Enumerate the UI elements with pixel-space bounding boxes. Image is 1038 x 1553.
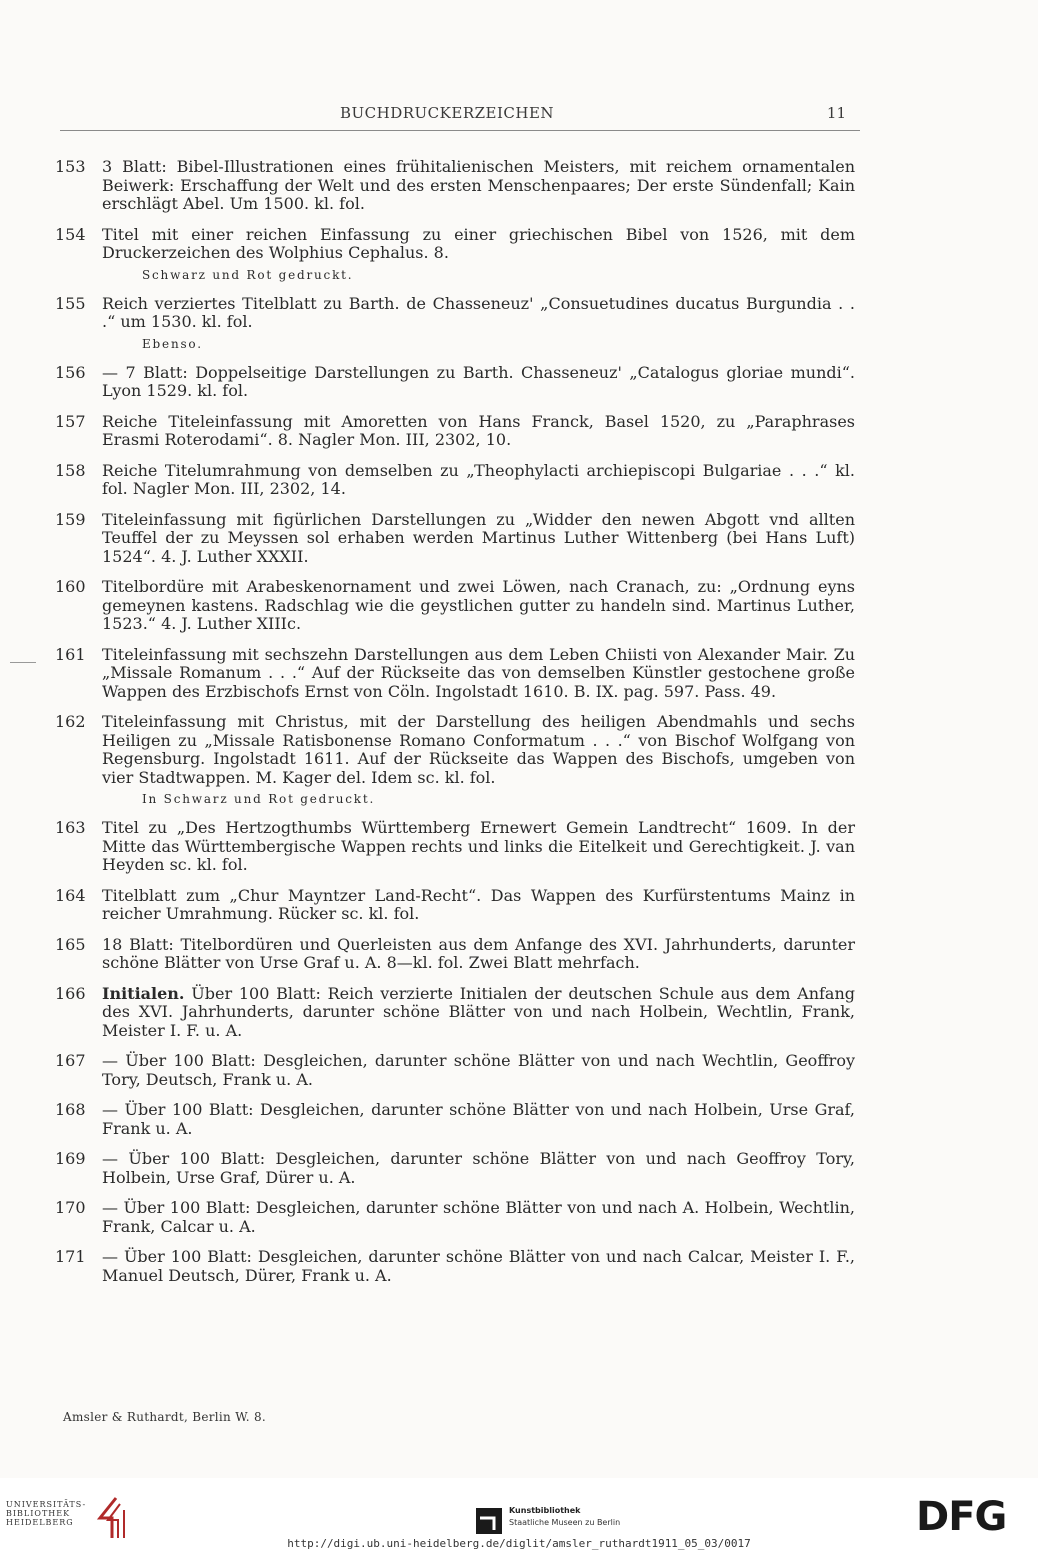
catalogue-entry [55, 1248, 855, 1285]
entry-number: 167 [55, 1051, 86, 1070]
page-number: 11 [826, 104, 846, 122]
entry-number: 161 [55, 644, 86, 664]
kunstbibliothek-logo[interactable] [476, 1496, 676, 1536]
catalogue-entry [55, 1052, 855, 1089]
entry-number: 157 [55, 411, 86, 431]
permalink-url[interactable]: http://digi.ub.uni-heidelberg.de/diglit/amsler_ruthardt1911_05_03/0017 [287, 1537, 751, 1550]
entry-number: 153 [55, 157, 86, 176]
catalogue-entry [55, 887, 855, 924]
margin-mark [10, 662, 36, 663]
entry-description: — Über 100 Blatt: Desgleichen, darunter schöne Blätter von und nach Geoffroy Tory, Holbein, Urse Graf, Dürer u. A. [102, 1149, 855, 1187]
page-title: BUCHDRUCKERZEICHEN [340, 104, 555, 122]
entry-note: Ebenso. [142, 336, 203, 351]
catalogue-entry [55, 819, 855, 875]
heidelberg-library-wordmark [6, 1500, 86, 1527]
catalogue-entry [55, 364, 855, 401]
header-rule [60, 130, 860, 131]
entry-number: 158 [55, 460, 86, 480]
catalogue-entries [55, 158, 855, 1297]
entry-number: 168 [55, 1100, 86, 1119]
entry-heading: Initialen. [102, 983, 185, 1003]
entry-description: — Über 100 Blatt: Desgleichen, darunter schöne Blätter von und nach Calcar, Meister I. F., Manuel Deutsch, Dürer, Frank u. A. [102, 1247, 855, 1285]
entry-description: Reiche Titelumrahmung von demselben zu „Theophylacti archiepiscopi Bulgariae . . .“ kl. fol. Nagler Mon. III, 2302, 14. [102, 460, 855, 498]
catalogue-entry [55, 511, 855, 567]
entry-number: 162 [55, 712, 86, 731]
entry-description: Titelblatt zum „Chur Mayntzer Land-Recht“. Das Wappen des Kurfürstentums Mainz in reicher Umrahmung. Rücker sc. kl. fol. [102, 885, 855, 923]
catalogue-entry [55, 1199, 855, 1236]
entry-number: 156 [55, 362, 86, 382]
catalogue-entry [55, 1101, 855, 1138]
entry-note: In Schwarz und Rot gedruckt. [142, 792, 376, 806]
entry-description: Titelbordüre mit Arabeskenornament und zwei Löwen, nach Cranach, zu: „Ordnung eyns gemeynen kastens. Radschlag wie die geystlichen gutter zu handeln sind. Martinus Luther, 1523.“ 4. J. Luther XIIIc. [102, 577, 855, 633]
entry-description: Titeleinfassung mit Christus, mit der Darstellung des heiligen Abendmahls und sechs Heiligen zu „Missale Ratisbonense Romano Conformatum . . .“ von Bischof Wolfgang von Regensburg. Ingolstadt 1611. Auf der Rückseite das Wappen des Bischofs, umgeben von vier Stadtwappen. M. Kager del. Idem sc. kl. fol. [102, 712, 855, 787]
kunstbibliothek-name: Kunstbibliothek [509, 1506, 581, 1515]
dfg-logo[interactable]: DFG [916, 1494, 1007, 1540]
entry-number: 164 [55, 885, 86, 905]
entry-description [102, 985, 855, 1041]
catalogue-entry [55, 295, 855, 352]
kunstbibliothek-mark-icon [476, 1508, 502, 1534]
catalogue-entry [55, 646, 855, 702]
entry-number: 171 [55, 1247, 86, 1266]
entry-description: — Über 100 Blatt: Desgleichen, darunter schöne Blätter von und nach A. Holbein, Wechtlin, Frank, Calcar u. A. [102, 1198, 855, 1236]
entry-description: — Über 100 Blatt: Desgleichen, darunter schöne Blätter von und nach Holbein, Urse Graf, Frank u. A. [102, 1100, 855, 1138]
entry-description: Titel mit einer reichen Einfassung zu einer griechischen Bibel von 1526, mit dem Druckerzeichen des Wolphius Cephalus. 8. [102, 224, 855, 262]
uni-line-2: BIBLIOTHEK [6, 1509, 71, 1518]
entry-number: 165 [55, 934, 86, 954]
catalogue-entry [55, 413, 855, 450]
digitization-footer [0, 1478, 1038, 1553]
catalogue-entry [55, 985, 855, 1041]
entry-number: 166 [55, 983, 86, 1003]
catalogue-entry [55, 1150, 855, 1187]
catalogue-entry [55, 226, 855, 283]
uni-line-1: UNIVERSITÄTS- [6, 1500, 87, 1509]
entry-number: 170 [55, 1198, 86, 1217]
entry-number: 154 [55, 224, 86, 244]
entry-note: Schwarz und Rot gedruckt. [142, 267, 354, 282]
entry-description-text: Über 100 Blatt: Reich verzierte Initialen der deutschen Schule aus dem Anfang des XVI. Jahrhunderts, darunter schöne Blätter von und nach Holbein, Wechtlin, Frank, Meister I. F. u. A. [102, 983, 855, 1040]
entry-description: Reich verziertes Titelblatt zu Barth. de Chasseneuz' „Consuetudines ducatus Burgundia . . .“ um 1530. kl. fol. [102, 293, 855, 331]
entry-number: 160 [55, 577, 86, 596]
catalogue-entry [55, 713, 855, 807]
entry-description: 18 Blatt: Titelbordüren und Querleisten aus dem Anfange des XVI. Jahrhunderts, darunter schöne Blätter von Urse Graf u. A. 8—kl. fol. Zwei Blatt mehrfach. [102, 934, 855, 972]
heidelberg-emblem-icon [94, 1496, 130, 1540]
entry-description: 3 Blatt: Bibel-Illustrationen eines frühitalienischen Meisters, mit reichem ornamentalen Beiwerk: Erschaffung der Welt und des ersten Menschenpaares; Der erste Sündenfall; Kain erschlägt Abel. Um 1500. kl. fol. [102, 157, 855, 213]
running-head [60, 104, 860, 134]
entry-number: 169 [55, 1149, 86, 1168]
catalogue-entry [55, 158, 855, 214]
kunstbibliothek-subtitle: Staatliche Museen zu Berlin [509, 1518, 621, 1527]
uni-line-3: HEIDELBERG [6, 1518, 74, 1527]
entry-number: 163 [55, 818, 86, 837]
entry-number: 155 [55, 293, 86, 313]
entry-description: Titel zu „Des Hertzogthumbs Württemberg Ernewert Gemein Landtrecht“ 1609. In der Mitte das Württembergische Wappen rechts und links die Eitelkeit und Gerechtigkeit. J. van Heyden sc. kl. fol. [102, 818, 855, 874]
entry-number: 159 [55, 509, 86, 529]
catalogue-entry [55, 462, 855, 499]
catalogue-entry [55, 936, 855, 973]
entry-description: Reiche Titeleinfassung mit Amoretten von Hans Franck, Basel 1520, zu „Paraphrases Erasmi Roterodami“. 8. Nagler Mon. III, 2302, 10. [102, 411, 855, 449]
entry-description: — Über 100 Blatt: Desgleichen, darunter schöne Blätter von und nach Wechtlin, Geoffroy Tory, Deutsch, Frank u. A. [102, 1051, 855, 1089]
printer-imprint: Amsler & Ruthardt, Berlin W. 8. [63, 1410, 267, 1424]
entry-description: Titeleinfassung mit figürlichen Darstellungen zu „Widder den newen Abgott vnd allten Teuffel der zu Meyssen sol erhaben werden Martinus Luther Wittenberg (bei Hans Luft) 1524“. 4. J. Luther XXXII. [102, 509, 855, 566]
entry-description: Titeleinfassung mit sechszehn Darstellungen aus dem Leben Chiisti von Alexander Mair. Zu „Missale Romanum . . .“ Auf der Rückseite das von demselben Künstler gestochene große Wappen des Erzbischofs Ernst von Cöln. Ingolstadt 1610. B. IX. pag. 597. Pass. 49. [102, 644, 855, 701]
entry-description: — 7 Blatt: Doppelseitige Darstellungen zu Barth. Chasseneuz' „Catalogus gloriae mundi“. Lyon 1529. kl. fol. [102, 362, 855, 400]
catalogue-entry [55, 578, 855, 634]
